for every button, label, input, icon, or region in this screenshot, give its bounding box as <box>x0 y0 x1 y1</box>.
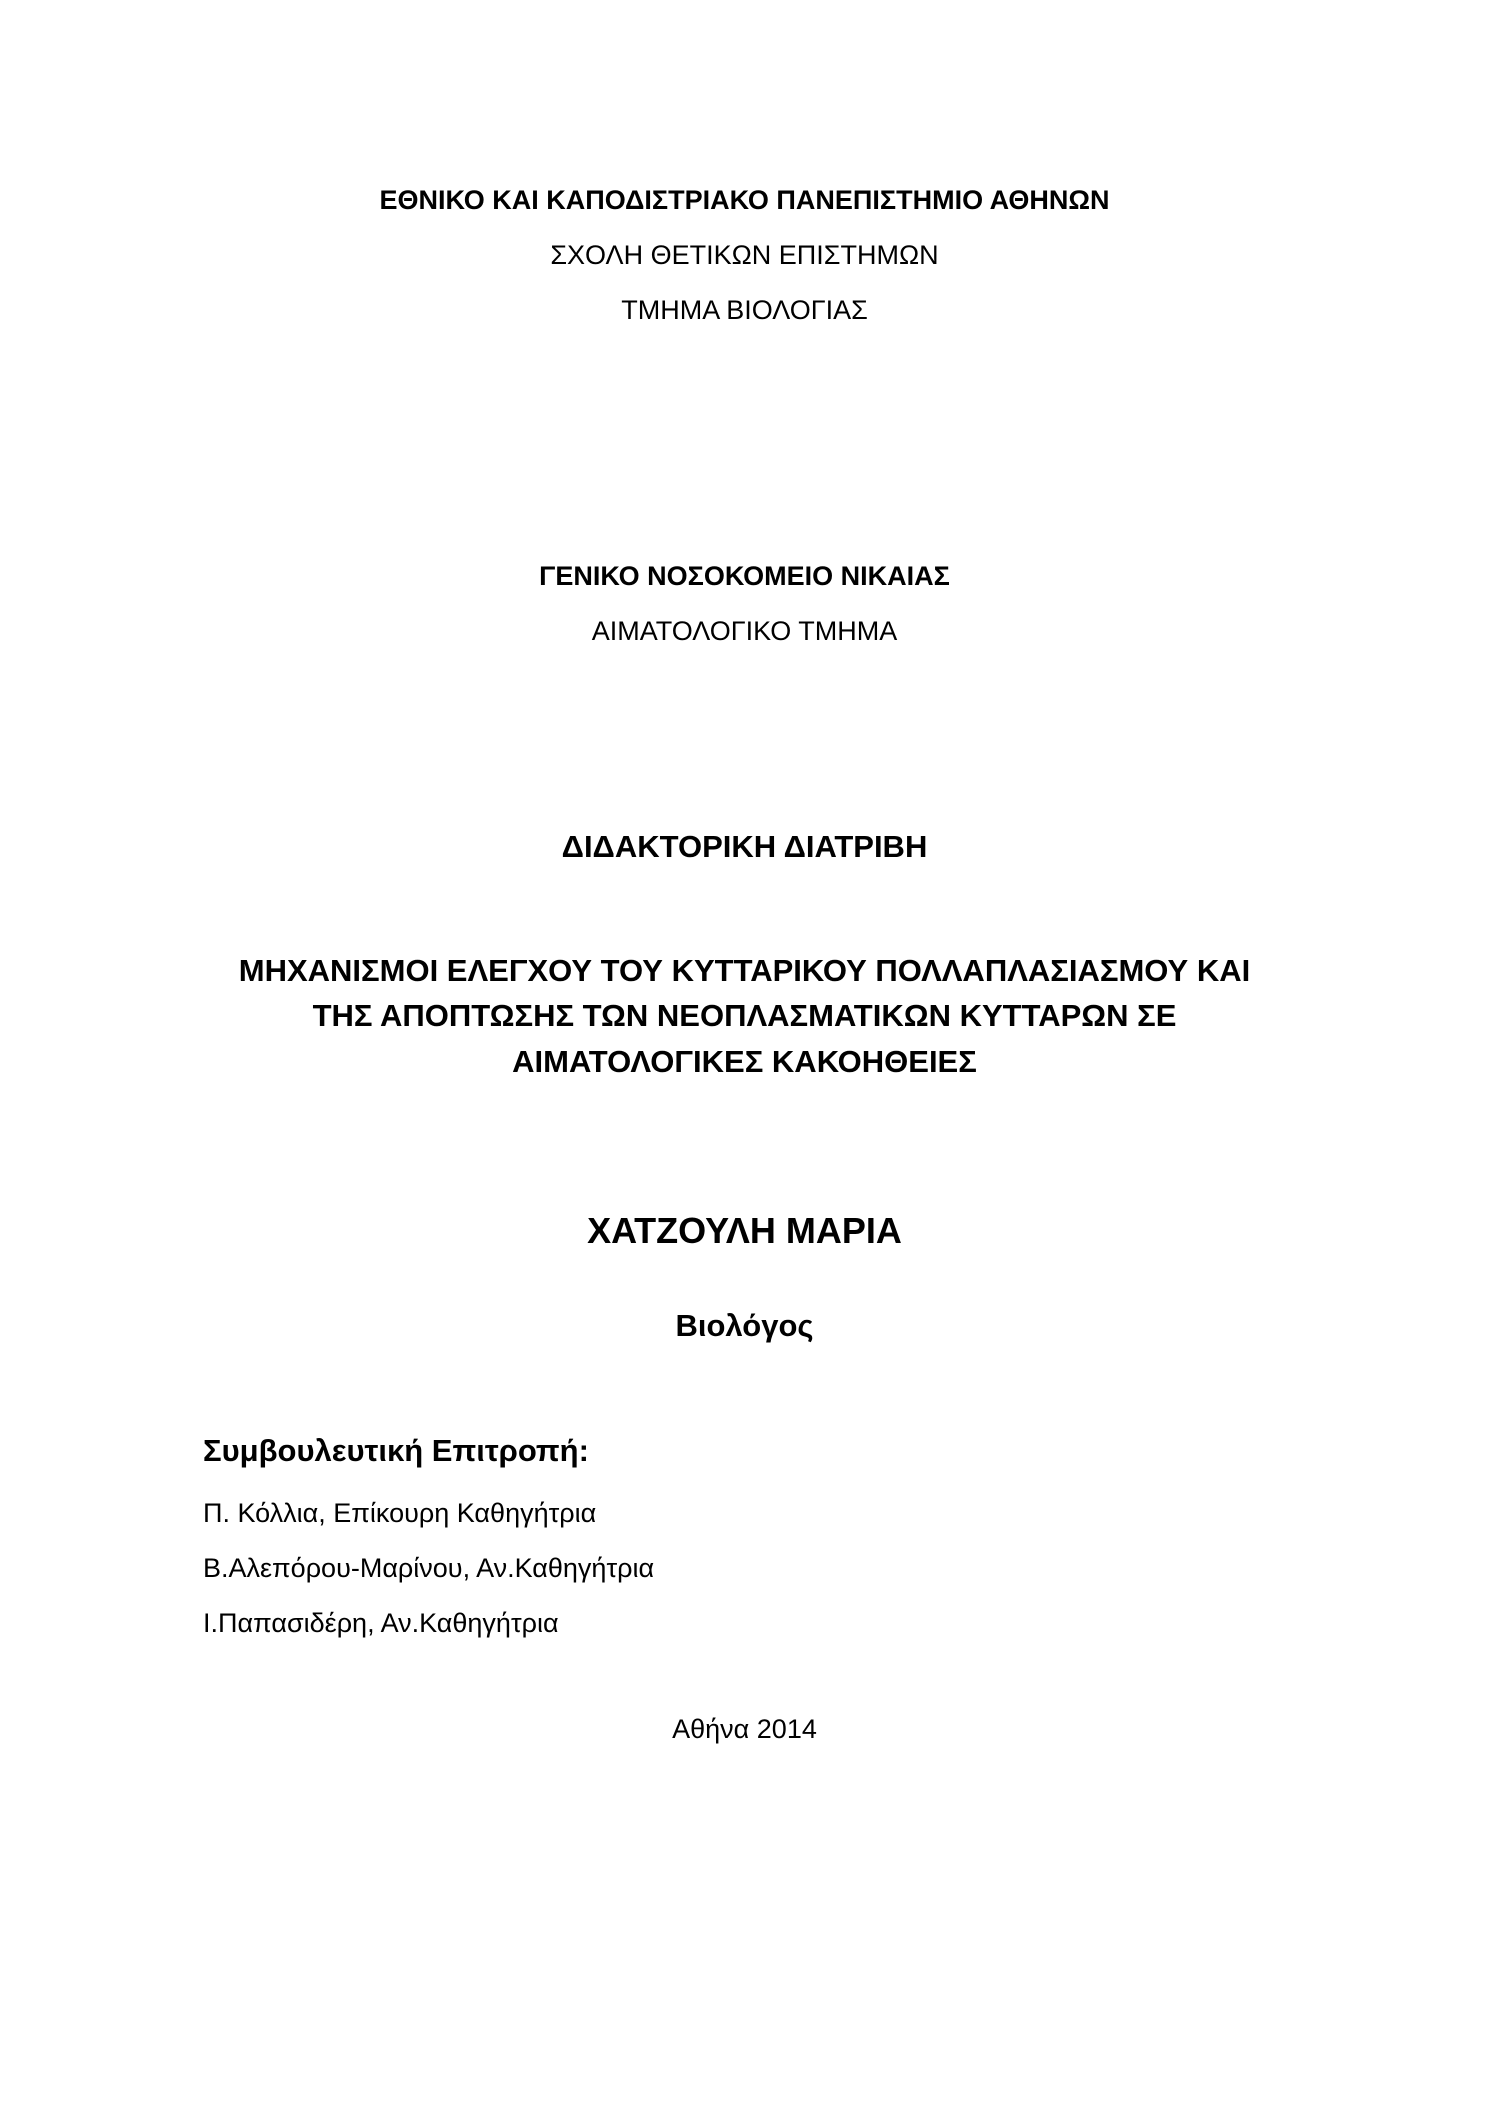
university-name: ΕΘΝΙΚΟ ΚΑΙ ΚΑΠΟΔΙΣΤΡΙΑΚΟ ΠΑΝΕΠΙΣΤΗΜΙΟ ΑΘΗΝΩΝ <box>379 185 1110 215</box>
thesis-title-line: ΜΗΧΑΝΙΣΜΟΙ ΕΛΕΓΧΟΥ ΤΟΥ ΚΥΤΤΑΡΙΚΟΥ ΠΟΛΛΑΠΛΑΣΙΑΣΜΟΥ ΚΑΙ <box>238 953 1251 988</box>
committee-member: Β.Αλεπόρου-Μαρίνου, Αν.Καθηγήτρια <box>203 1553 655 1583</box>
place-date: Αθήνα 2014 <box>672 1714 817 1744</box>
author-profession: Βιολόγος <box>675 1308 814 1343</box>
thesis-title-line: ΑΙΜΑΤΟΛΟΓΙΚΕΣ ΚΑΚΟΗΘΕΙΕΣ <box>512 1044 977 1079</box>
department-name: ΤΜΗΜΑ ΒΙΟΛΟΓΙΑΣ <box>621 295 868 325</box>
school-name: ΣΧΟΛΗ ΘΕΤΙΚΩΝ ΕΠΙΣΤΗΜΩΝ <box>550 240 939 270</box>
committee-member: Π. Κόλλια, Επίκουρη Καθηγήτρια <box>203 1498 597 1528</box>
author-name: ΧΑΤΖΟΥΛΗ ΜΑΡΙΑ <box>587 1210 902 1251</box>
document-type: ΔΙΔΑΚΤΟΡΙΚΗ ΔΙΑΤΡΙΒΗ <box>561 829 928 864</box>
thesis-title-line: ΤΗΣ ΑΠΟΠΤΩΣΗΣ ΤΩΝ ΝΕΟΠΛΑΣΜΑΤΙΚΩΝ ΚΥΤΤΑΡΩΝ ΣΕ <box>312 998 1177 1033</box>
hospital-name: ΓΕΝΙΚΟ ΝΟΣΟΚΟΜΕΙΟ ΝΙΚΑΙΑΣ <box>539 561 950 591</box>
committee-member: Ι.Παπασιδέρη, Αν.Καθηγήτρια <box>203 1608 559 1638</box>
committee-heading: Συμβουλευτική Επιτροπή: <box>203 1433 589 1468</box>
hospital-department: ΑΙΜΑΤΟΛΟΓΙΚΟ ΤΜΗΜΑ <box>591 616 898 646</box>
